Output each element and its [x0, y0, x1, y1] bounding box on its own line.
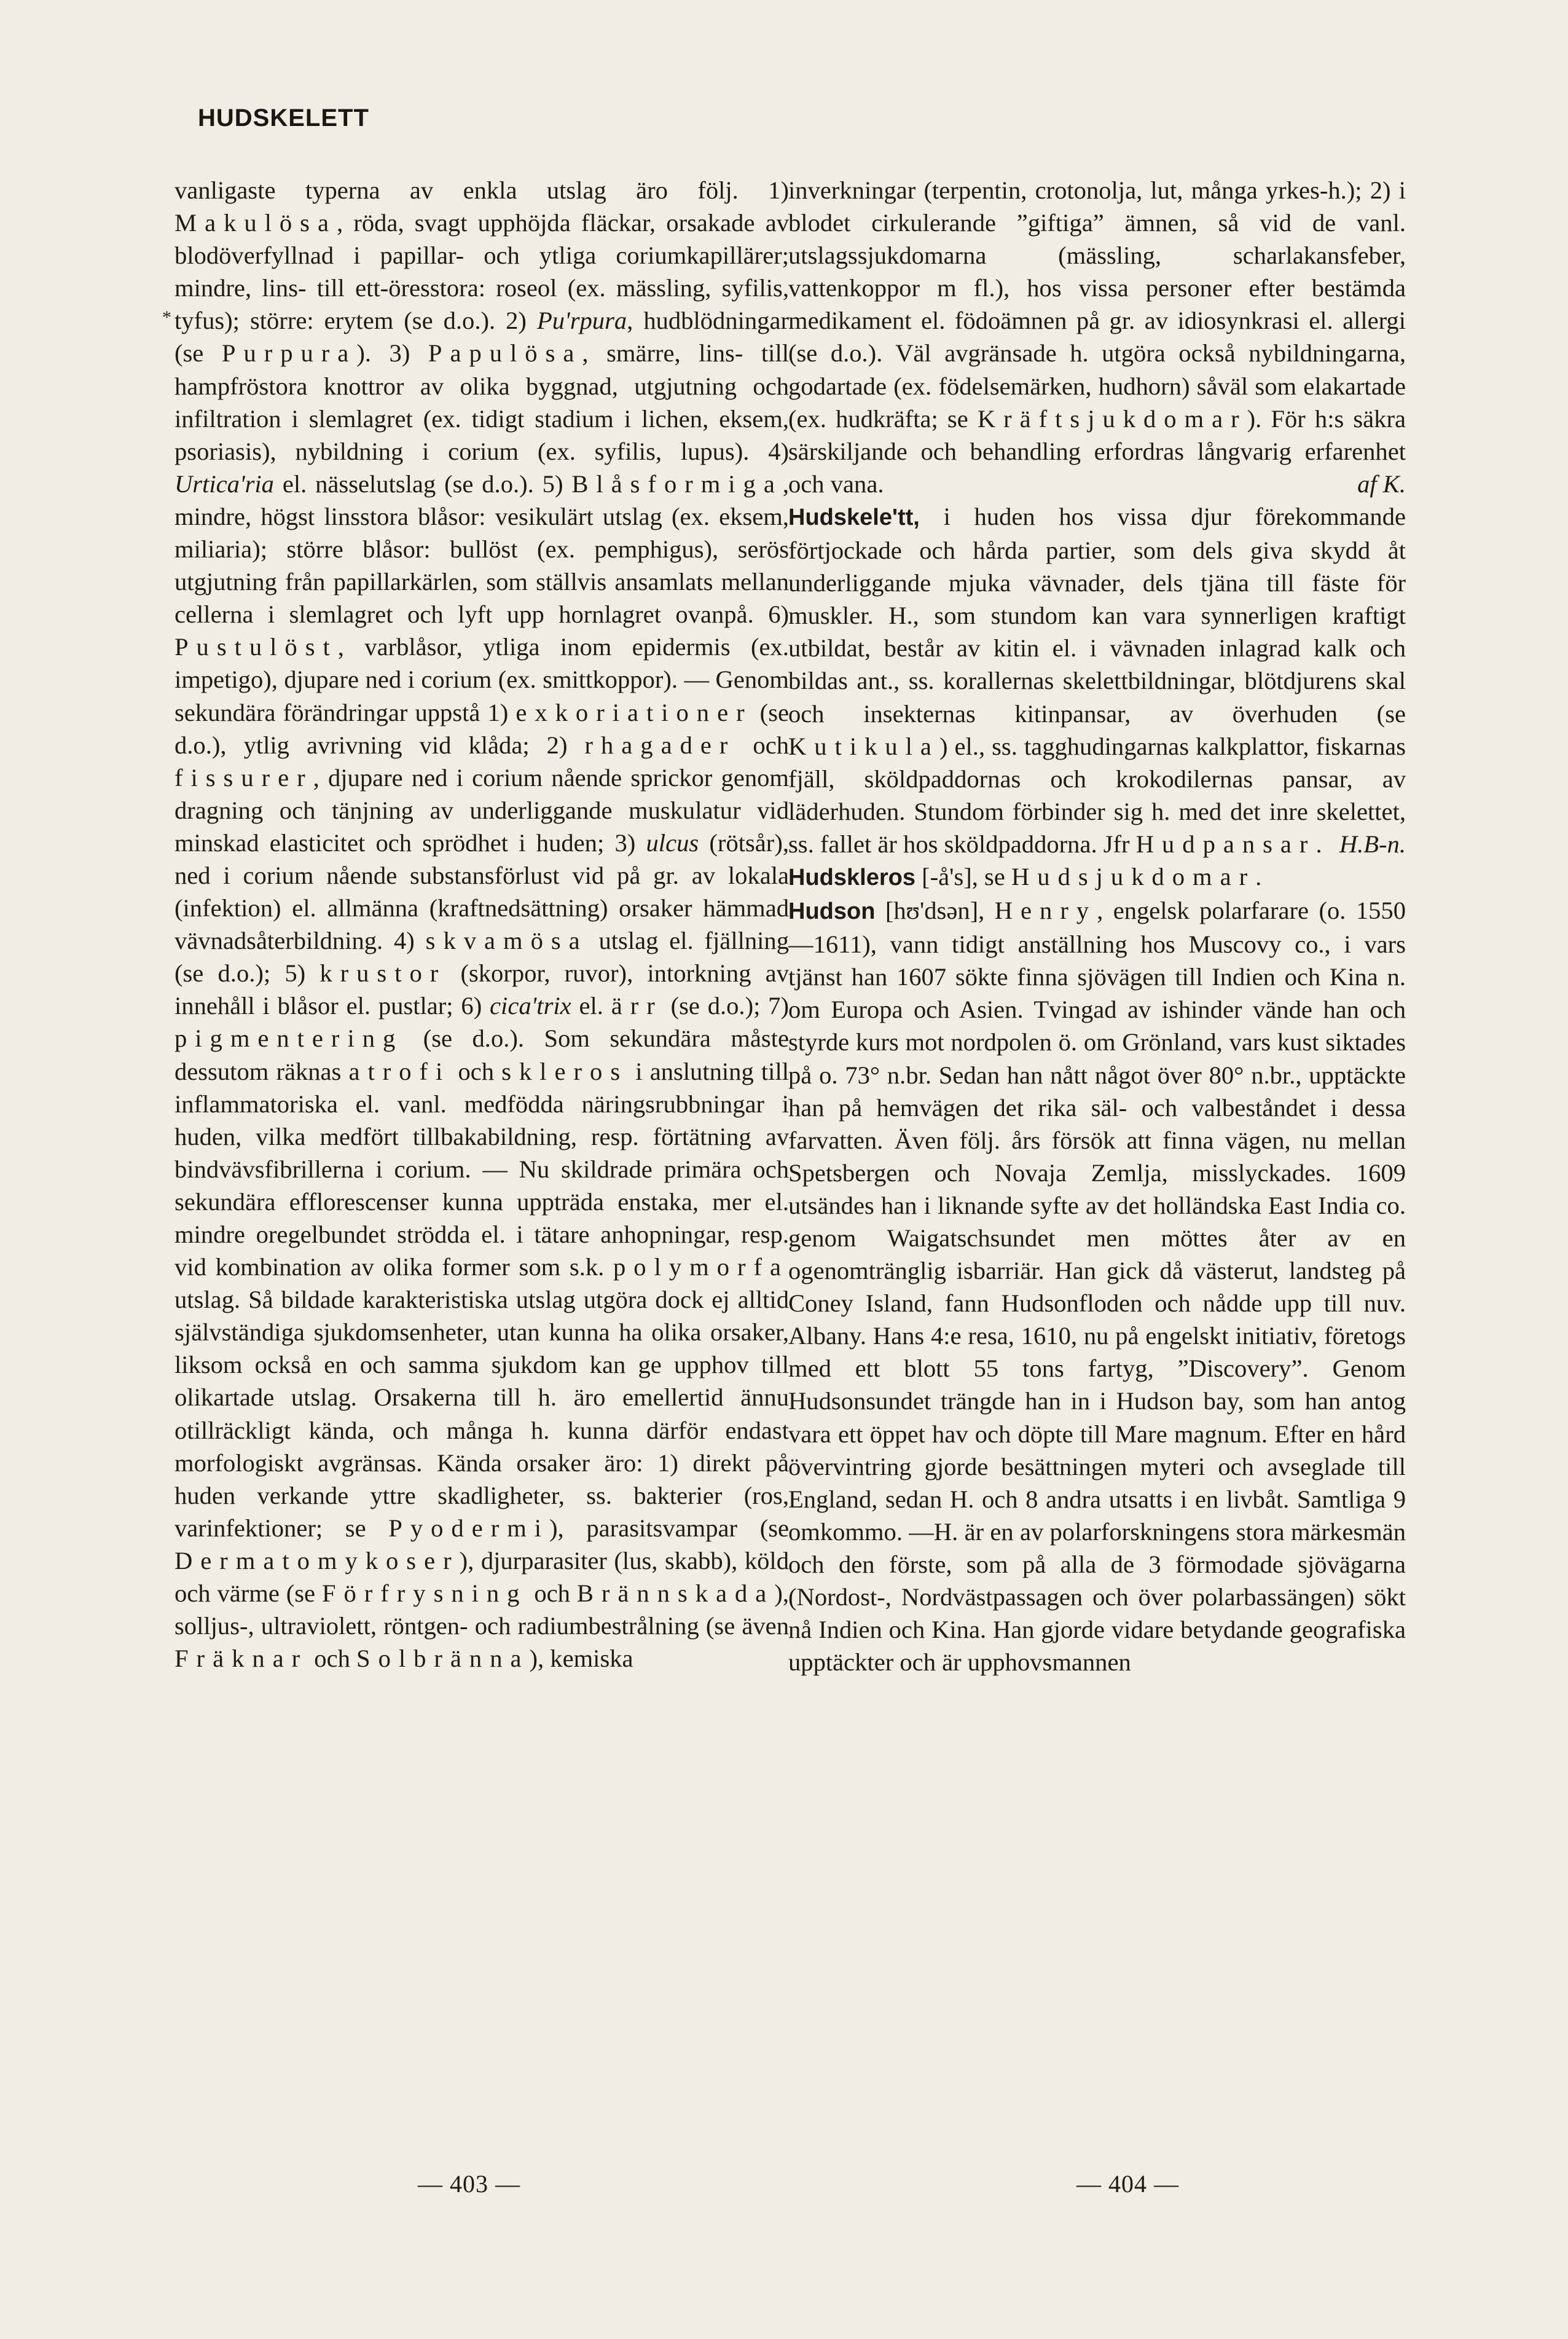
margin-mark: *: [162, 307, 171, 328]
cross-reference: Dermatomykoser: [174, 1546, 460, 1574]
text-run: , varblåsor, ytliga inom epidermis (ex. impetigo), djupare ned i corium (ex. smittkoppor). — Genom sekundära förändringar uppstå 1): [174, 633, 789, 726]
spaced-term: ärr: [611, 992, 663, 1020]
text-run: ). 3): [356, 339, 428, 368]
text-run: , djupare ned i corium nående sprickor genom dragning och tänjning av underliggande muskulatur vid minskad elasticitet och sprödhet i huden; 3): [174, 763, 789, 857]
text-run: , smärre, lins- till hampfröstora knottror av olika byggnad, utgjutning och infiltration i slemlagret (ex. tidigt stadium i lichen, eksem, psoriasis), nybildning i corium (ex. syfilis, lupus). 4): [174, 339, 789, 465]
spaced-term: krustor: [319, 959, 447, 988]
text-run: (rötsår), ned i corium nående substansförlust vid på gr. av lokala (infektion) el. allmänna (kraftnedsättning) orsaker hämmad vävnadsåterbildning. 4): [174, 828, 789, 955]
running-head: HUDSKELETT: [198, 104, 369, 132]
text-run: el.: [571, 992, 611, 1020]
page-number-right: — 404 —: [1076, 2170, 1179, 2198]
headword: Hudskleros: [788, 864, 915, 890]
cross-reference: Förfrysning: [321, 1579, 528, 1608]
headword: Hudson: [788, 898, 876, 925]
text-run: [-å's], se: [915, 862, 1012, 890]
cross-reference: Brännskada: [576, 1579, 775, 1608]
spaced-term: fissurer: [174, 763, 313, 792]
cross-reference: Hudpansar: [1135, 830, 1316, 858]
entry-hudsjukdomar-end: [788, 174, 1406, 500]
right-column: [788, 174, 1406, 1678]
left-column: [174, 174, 789, 1675]
text-run: och: [527, 1579, 577, 1608]
spaced-term: Makulösa: [174, 209, 337, 237]
text-run: och: [308, 1645, 357, 1673]
spaced-term: exkoriationer: [515, 698, 753, 726]
entry-hudsjukdomar-continued: [174, 174, 789, 1675]
spaced-term: Blåsformiga: [571, 470, 783, 498]
cross-reference: Kräftsjukdomar: [977, 404, 1247, 433]
spaced-term: Pustulöst: [174, 633, 338, 661]
cross-reference: Fräknar: [174, 1645, 308, 1673]
text-run: [hʊ'dsən],: [875, 897, 995, 925]
italic-term: ulcus: [646, 828, 699, 857]
spaced-term: pigmentering: [174, 1024, 404, 1053]
cross-reference: Kutikula: [788, 732, 939, 760]
text-run: och: [450, 1057, 502, 1085]
italic-term: Urtica'ria: [174, 470, 274, 498]
italic-term: Pu'rpura: [536, 307, 627, 335]
text-run: ). För h:s säkra särskiljande och behandling erfordras långvarig erfarenhet och vana.: [788, 404, 1406, 498]
spaced-term: polymorfa: [613, 1253, 789, 1281]
text-run: el. nässelutslag (se d.o.). 5): [273, 470, 572, 498]
italic-term: cica'trix: [490, 992, 571, 1020]
page-number-left: — 403 —: [418, 2170, 520, 2198]
text-run: vanligaste typerna av enkla utslag äro följ. 1): [174, 176, 789, 204]
text-run: i huden hos vissa djur förekommande förtjockade och hårda partier, som dels giva skydd åt underliggande mjuka vävnader, dels tjäna till fäste för muskler. H., som stundom kan vara synnerligen kraftigt utbildat, består av kitin el. i vävnaden inlagrad kalk och bildas ant., ss. korallernas skelettbildningar, blötdjurens skal och insekternas kitinpansar, av överhuden (se: [788, 502, 1406, 728]
text-run: ), kemiska: [529, 1645, 633, 1673]
text-run: utslag el. fjällning (se d.o.); 5): [174, 927, 790, 988]
text-run: (se d.o.). Som sekundära måste dessutom räknas: [174, 1024, 789, 1085]
spaced-term: skleros: [501, 1057, 629, 1085]
text-run: (skorpor, ruvor), intorkning av innehåll i blåsor el. pustlar; 6): [174, 959, 789, 1020]
author-signature: H.B-n.: [1339, 830, 1406, 858]
headword: Hudskele'tt,: [788, 504, 920, 530]
text-run: , mindre, högst linsstora blåsor: vesikulärt utslag (ex. eksem, miliaria); större blåsor: bullöst (ex. pemphigus), serös utgjutning från papillarkärlen, som ställvis ansamlats mellan cellerna i slemlagret och lyft upp hornlagret ovanpå. 6): [174, 470, 789, 629]
text-run: ), parasitsvampar (se: [549, 1514, 790, 1542]
text-run: , röda, svagt upphöjda fläckar, orsakade av blodöverfyllnad i papillar- och ytliga coriumkapillärer; mindre, lins- till ett-öresstora: roseol (ex. mässling, syfilis, tyfus); större: erytem (se d.o.). 2): [174, 209, 789, 335]
text-run: , engelsk polarfarare (o. 1550—1611), vann tidigt anställning hos Muscovy co., i vars tjänst han 1607 sökte finna sjövägen till Indien och Kina n. om Europa och Asien. Tvingad av ishinder vände han och styrde kurs mot nordpolen ö. om Grönland, vars kust siktades på o. 73° n.br. Sedan han nått något över 80° n.br., upptäckte han på hemvägen det rika säl- och valbeståndet i dessa farvatten. Även följ. års försök att finna vägen, nu mellan Spetsbergen och Novaja Zemlja, misslyckades. 1609 utsändes han i liknande syfte av det holländska East India co. genom Waigatschsundet men möttes åter av en ogenomtränglig isbarriär. Han gick då västerut, landsteg på Coney Island, fann Hudsonfloden och nådde upp till nuv. Albany. Hans 4:e resa, 1610, nu på engelskt initiativ, företogs med ett blott 55 tons fartyg, ”Discovery”. Genom Hudsonsundet trängde han in i Hudson bay, som han antog vara ett öppet hav och döpte till Mare magnum. Efter en hård övervintring gjorde besättningen myteri och avseglade till England, sedan H. och 8 andra utsatts i en livbåt. Samtliga 9 omkommo. —H. är en av polarforskningens stora märkesmän och den förste, som på alla de 3 förmodade sjövägarna (Nordost-, Nordvästpassagen och över polarbassängen) sökt nå Indien och Kina. Han gjorde vidare betydande geografiska upptäckter och är upphovsmannen: [788, 897, 1406, 1677]
spaced-term: atrofi: [348, 1057, 451, 1085]
text-run: utslag. Så bildade karakteristiska utslag utgöra dock ej alltid självständiga sjukdomsenheter, utan kunna ha olika orsaker, liksom också en och samma sjukdom kan ge upphov till olikartade utslag. Orsakerna till h. äro emellertid ännu otillräckligt kända, och många h. kunna därför endast morfologiskt avgränsas. Kända orsaker äro: 1) direkt på huden verkande yttre skadligheter, ss. bakterier (ros, varinfektioner; se: [174, 1286, 789, 1542]
cross-reference: Hudsjukdomar: [1011, 862, 1256, 890]
text-run: ), djurparasiter (lus, skabb), köld och värme (se: [174, 1546, 789, 1608]
entry-hudskelett: [788, 500, 1406, 860]
text-run: ), solljus-, ultraviolett, röntgen- och radiumbestrålning (se även: [174, 1579, 789, 1640]
text-run: (se d.o.), ytlig avrivning vid klåda; 2): [174, 698, 789, 759]
text-run: .: [1255, 862, 1262, 890]
text-run: i anslutning till inflammatoriska el. vanl. medfödda näringsrubbningar i huden, vilka medfört tillbakabildning, resp. förtätning av bindvävsfibrillerna i corium. — Nu skildrade primära och sekundära efflorescenser kunna uppträda enstaka, mer el. mindre oregelbundet strödda el. i tätare anhopningar, resp. vid kombination av olika former som s.k.: [174, 1057, 789, 1281]
cross-reference: Solbränna: [356, 1645, 530, 1673]
spaced-term: skvamösa: [425, 927, 588, 955]
spaced-term: Henry: [994, 897, 1097, 925]
entry-hudson: [788, 894, 1406, 1678]
cross-reference: Purpura: [221, 339, 357, 368]
text-run: .: [1315, 830, 1322, 858]
text-run: (se d.o.); 7): [662, 992, 789, 1020]
author-signature: af K.: [1357, 470, 1406, 498]
cross-reference: Pyodermi: [388, 1514, 550, 1542]
text-run: och: [735, 731, 790, 759]
spaced-term: rhagader: [584, 731, 736, 759]
spaced-term: Papulösa: [428, 339, 582, 368]
text-run: inverkningar (terpentin, crotonolja, lut, många yrkes-h.); 2) i blodet cirkulerande ”giftiga” ämnen, så vid de vanl. utslagssjukdomarna (mässling, scharlakansfeber, vattenkoppor m fl.), hos vissa personer efter bestämda medikament el. födoämnen på gr. av idiosynkrasi el. allergi (se d.o.). Väl avgränsade h. utgöra också nybildningarna, godartade (ex. födelsemärken, hudhorn) såväl som elakartade (ex. hudkräfta; se: [788, 176, 1406, 433]
text-run: ) el., ss. tagghudingarnas kalkplattor, fiskarnas fjäll, sköldpaddornas och krokodilernas pansar, av läderhuden. Stundom förbinder sig h. med det inre skelettet, ss. fallet är hos sköldpaddorna. Jfr: [788, 732, 1406, 858]
entry-hudskleros: [788, 860, 1406, 894]
text-run: , hudblödningar (se: [174, 307, 789, 368]
